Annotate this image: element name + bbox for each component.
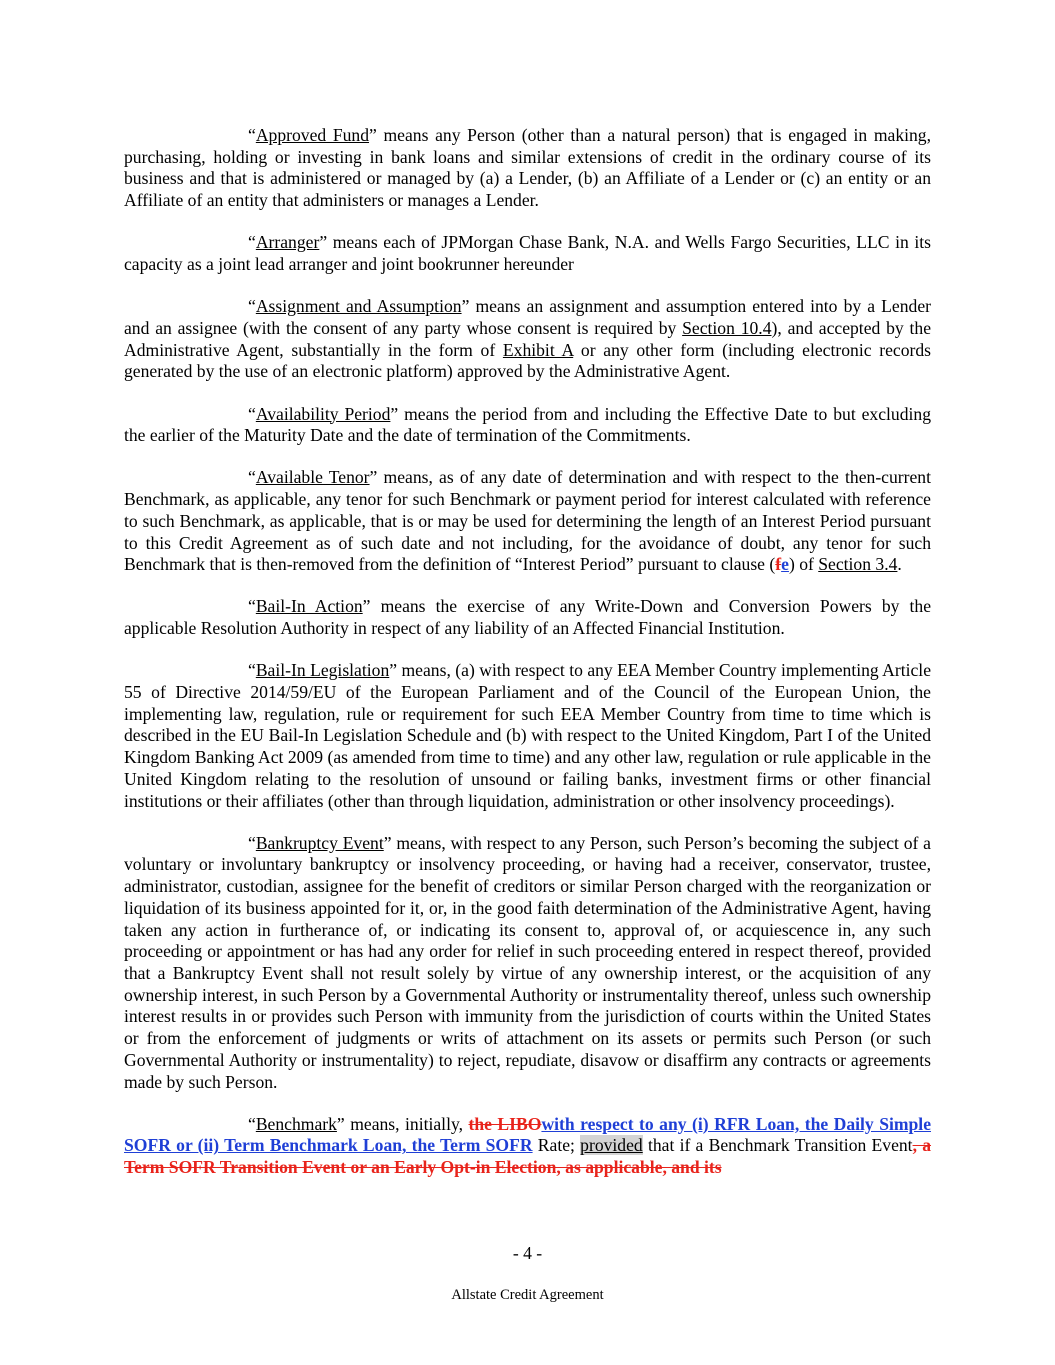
open-quote: “ [248, 596, 256, 617]
deleted-text: , a Term SOFR Transition Event or an Early Opt-in Election, as applicable, and its [124, 1135, 932, 1178]
definition-benchmark [124, 1114, 931, 1179]
definition-text: ” means any Person (other than a natural person) that is engaged in making, purchasing, holding or investing in bank loans and similar extensions of credit in the ordinary course of its business and that is administered or managed by (a) a Lender, (b) an Affiliate of a Lender or (c) an entity or an Affiliate of an entity that administers or manages a Lender. [124, 125, 931, 211]
defined-term: Bankruptcy Event [255, 832, 384, 853]
definition-assignment-and-assumption [124, 296, 931, 383]
definition-bail-in-legislation [124, 660, 931, 812]
inserted-text: e [781, 554, 789, 575]
definition-approved-fund [124, 125, 931, 212]
defined-term: Bail-In Legislation [255, 660, 390, 681]
definition-text: that if a Benchmark Transition Event [642, 1135, 913, 1156]
definition-text: . [897, 554, 902, 575]
definition-text: or any other form (including electronic records generated by the use of an electronic platform) approved by the Administrative Agent. [124, 339, 931, 382]
definition-arranger [124, 232, 931, 275]
defined-term: Arranger [255, 232, 320, 253]
definition-text: ” means the period from and including the Effective Date to but excluding the earlier of the Maturity Date and the date of termination of the Commitments. [124, 403, 931, 446]
open-quote: “ [248, 1113, 256, 1134]
definition-availability-period [124, 404, 931, 447]
definition-text: Rate; [532, 1135, 581, 1156]
section-reference: Section 10.4 [682, 317, 772, 338]
definition-text: ” means each of JPMorgan Chase Bank, N.A. and Wells Fargo Securities, LLC in its capacity as a joint lead arranger and joint bookrunner hereunder [124, 232, 931, 275]
definition-available-tenor [124, 467, 931, 576]
page-number: - 4 - [512, 1243, 543, 1263]
definition-text: ” means, as of any date of determination and with respect to the then-current Benchmark, as applicable, any tenor for such Benchmark or payment period for interest calculated with reference to such Benchmark, as applicable, that is or may be used for determining the length of an Interest Period pursuant to this Credit Agreement as of such date and not including, for the avoidance of doubt, any tenor for such Benchmark that is then-removed from the definition of “Interest Period” pursuant to clause ( [124, 467, 931, 575]
highlighted-text: provided [580, 1135, 643, 1156]
open-quote: “ [248, 296, 256, 317]
deleted-text: the LIBO [468, 1113, 542, 1134]
definition-text: ” means an assignment and assumption entered into by a Lender and an assignee (with the consent of any party whose consent is required by [124, 296, 932, 338]
defined-term: Assignment and Assumption [255, 296, 462, 317]
defined-term: Approved Fund [255, 125, 370, 145]
document-footer: Allstate Credit Agreement [451, 1287, 604, 1303]
defined-term: Available Tenor [255, 467, 370, 488]
inserted-text: with respect to any (i) RFR Loan, the Daily Simple SOFR or (ii) Term Benchmark Loan, the Term SOFR [124, 1113, 931, 1156]
defined-term: Availability Period [255, 403, 391, 424]
deleted-text: f [775, 554, 782, 575]
open-quote: “ [248, 403, 256, 424]
definition-text: ), and accepted by the Administrative Agent, substantially in the form of [124, 317, 931, 360]
open-quote: “ [248, 232, 256, 253]
open-quote: “ [248, 660, 256, 681]
definition-text: ” means, (a) with respect to any EEA Member Country implementing Article 55 of Directive 2014/59/EU of the European Parliament and of the Council of the European Union, the implementing law, regulation, rule or requirement for such EEA Member Country from time to time which is described in the EU Bail-In Legislation Schedule and (b) with respect to the United Kingdom, Part I of the United Kingdom Banking Act 2009 (as amended from time to time) and any other law, regulation or rule applicable in the United Kingdom relating to the resolution of unsound or failing banks, investment firms or other financial institutions or their affiliates (other than through liquidation, administration or other insolvency proceedings). [124, 660, 932, 811]
exhibit-reference: Exhibit A [502, 339, 574, 360]
definition-text: ” means the exercise of any Write-Down and Conversion Powers by the applicable Resolution Authority in respect of any liability of an Affected Financial Institution. [124, 596, 931, 639]
defined-term: Bail-In Action [255, 596, 363, 617]
definition-bail-in-action [124, 596, 931, 639]
definition-text: ” means, with respect to any Person, such Person’s becoming the subject of a voluntary or involuntary bankruptcy or insolvency proceeding, or having had a receiver, conservator, trustee, administrator, custodian, assignee for the benefit of creditors or similar Person charged with the reorganization or liquidation of its business appointed for it, or, in the good faith determination of the Administrative Agent, having taken any action in furtherance of, or indicating its consent to, approval of, or acquiescence in, any such proceeding or appointment or has had any order for relief in such proceeding entered in respect thereof, provided that a Bankruptcy Event shall not result solely by virtue of any ownership interest, or the acquisition of any ownership interest, in such Person by a Governmental Authority or instrumentality thereof, unless such ownership interest results in or provides such Person with immunity from the jurisdiction of courts within the United States or from the enforcement of judgments or writs of attachment on its assets or permits such Person (or such Governmental Authority or instrumentality) to reject, repudiate, disavow or disaffirm any contracts or agreements made by such Person. [124, 832, 931, 1092]
definition-text: ) of [788, 554, 819, 575]
open-quote: “ [248, 125, 256, 145]
definition-bankruptcy-event [124, 833, 931, 1093]
open-quote: “ [248, 832, 256, 853]
open-quote: “ [248, 467, 256, 488]
definition-text: ” means, initially, [336, 1113, 469, 1134]
defined-term: Benchmark [255, 1113, 337, 1134]
document-body [124, 125, 931, 1179]
section-reference: Section 3.4 [818, 554, 898, 575]
